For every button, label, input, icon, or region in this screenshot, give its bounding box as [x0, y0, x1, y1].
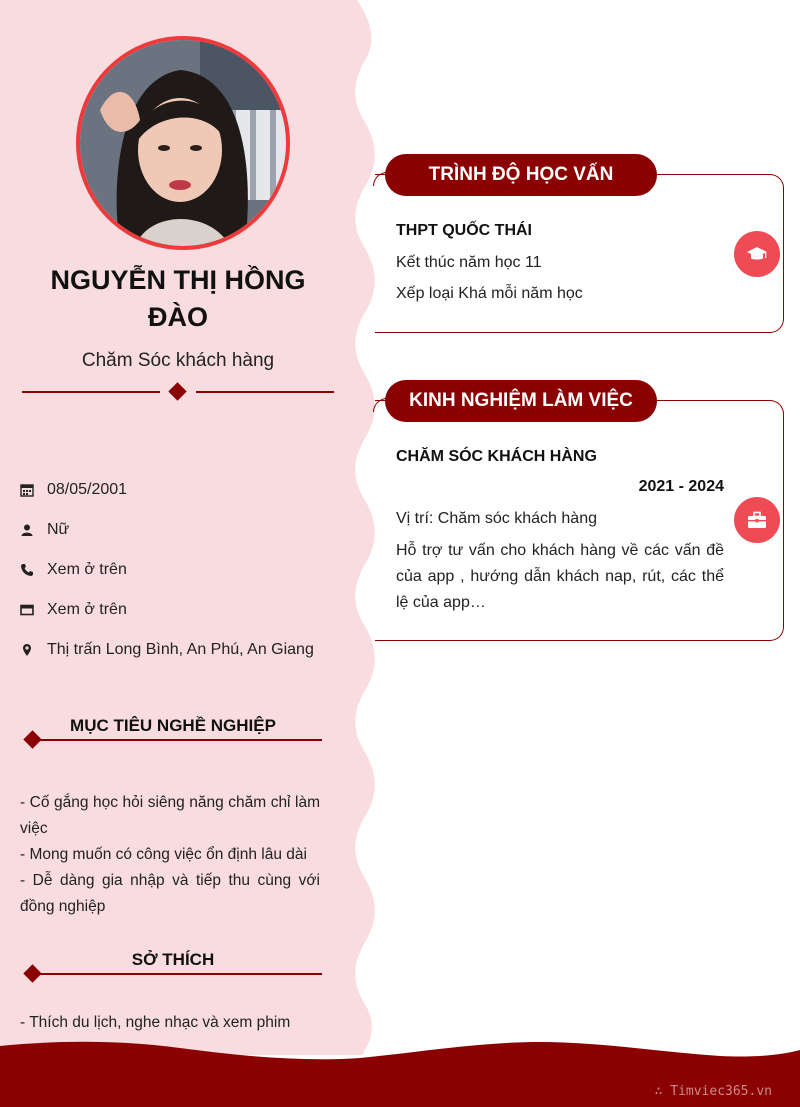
candidate-name: NGUYỄN THỊ HỒNG ĐÀO	[50, 265, 306, 332]
education-title: TRÌNH ĐỘ HỌC VẤN	[385, 154, 657, 196]
experience-period: 2021 - 2024	[638, 478, 724, 495]
graduation-cap-icon	[734, 231, 780, 277]
education-detail-1: Kết thúc năm học 11	[396, 254, 542, 271]
contact-value: Nữ	[47, 521, 70, 538]
experience-description: Hỗ trợ tư vấn cho khách hàng về các vấn đề của app , hướng dẫn khách nap, rút, các thể lệ của app…	[396, 542, 724, 611]
footer-brand: ∴ Timviec365.vn	[654, 1084, 772, 1099]
education-detail-2: Xếp loại Khá mỗi năm học	[396, 285, 583, 302]
calendar-icon	[20, 480, 47, 500]
contact-gender	[20, 510, 340, 550]
email-icon	[20, 600, 47, 620]
contact-value: Thị trấn Long Bình, An Phú, An Giang	[47, 641, 314, 658]
hobbies-text: - Thích du lịch, nghe nhạc và xem phim	[20, 1014, 291, 1031]
experience-role: Vị trí: Chăm sóc khách hàng	[396, 510, 597, 527]
hobbies-title: SỞ THÍCH	[131, 950, 215, 969]
experience-company: CHĂM SÓC KHÁCH HÀNG	[396, 448, 597, 465]
goal-line: - Dễ dàng gia nhập và tiếp thu cùng với đồng nghiệp	[20, 872, 320, 915]
contact-birthday	[20, 470, 340, 510]
location-icon	[20, 640, 47, 660]
career-goal-header	[24, 716, 322, 746]
goal-line: - Cố gắng học hỏi siêng năng chăm chỉ làm việc	[20, 794, 320, 837]
contact-value: Xem ở trên	[47, 601, 127, 618]
career-goal-text	[20, 790, 320, 920]
hobbies-header	[24, 950, 322, 980]
phone-icon	[20, 560, 47, 580]
user-icon	[20, 520, 47, 540]
candidate-position: Chăm Sóc khách hàng	[81, 350, 275, 371]
education-school: THPT QUỐC THÁI	[396, 222, 532, 239]
contact-email	[20, 590, 340, 630]
briefcase-icon	[734, 497, 780, 543]
goal-line: - Mong muốn có công việc ổn định lâu dài	[20, 846, 307, 863]
contact-value: 08/05/2001	[47, 481, 128, 498]
experience-title: KINH NGHIỆM LÀM VIỆC	[385, 380, 657, 422]
contact-phone	[20, 550, 340, 590]
contact-info	[20, 470, 340, 670]
contact-address	[20, 630, 340, 670]
name-divider	[22, 382, 334, 402]
profile-photo	[80, 40, 286, 246]
avatar	[76, 36, 290, 250]
contact-value: Xem ở trên	[47, 561, 127, 578]
career-goal-title: MỤC TIÊU NGHỀ NGHIỆP	[70, 716, 276, 735]
